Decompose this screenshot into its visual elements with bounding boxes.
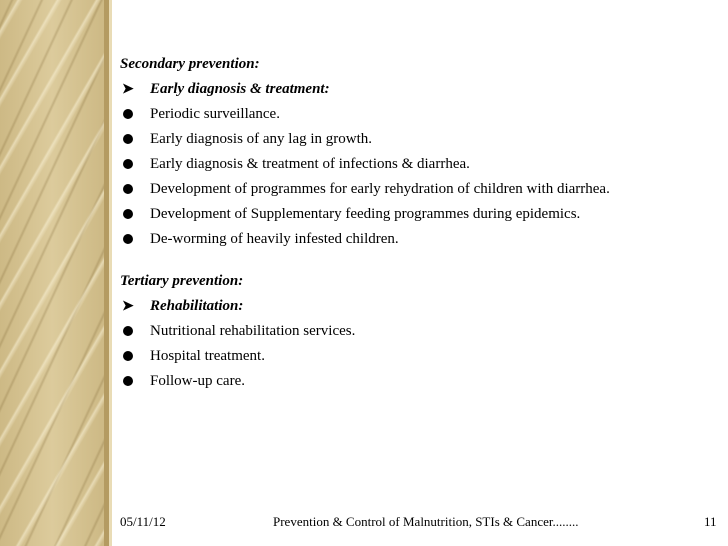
arrow-bullet-icon: ➤ bbox=[122, 299, 134, 314]
list-item bbox=[120, 346, 720, 366]
bullet-dot-icon bbox=[123, 109, 133, 119]
page-number: 11 bbox=[704, 514, 717, 529]
list-item bbox=[120, 104, 720, 124]
bullet-dot-icon bbox=[123, 134, 133, 144]
list-item-text: Development of programmes for early rehydration of children with diarrhea. bbox=[150, 181, 610, 197]
list-item bbox=[120, 179, 720, 199]
bullet-dot-icon bbox=[123, 234, 133, 244]
arrow-bullet-icon: ➤ bbox=[122, 82, 134, 97]
tertiary-subheading bbox=[120, 296, 720, 316]
bullet-dot-icon bbox=[123, 351, 133, 361]
list-item bbox=[120, 321, 720, 341]
list-item bbox=[120, 229, 720, 249]
list-item-text: Follow-up care. bbox=[150, 373, 245, 389]
secondary-subheading bbox=[120, 79, 720, 99]
list-item-text: Early diagnosis of any lag in growth. bbox=[150, 131, 373, 147]
panel-highlight bbox=[109, 0, 112, 546]
list-item bbox=[120, 129, 720, 149]
bullet-dot-icon bbox=[123, 326, 133, 336]
secondary-list bbox=[120, 79, 720, 249]
slide-body bbox=[120, 54, 720, 391]
tertiary-heading: Tertiary prevention: bbox=[120, 273, 244, 289]
list-item bbox=[120, 371, 720, 391]
list-item-text: Nutritional rehabilitation services. bbox=[150, 323, 356, 339]
wood-panel bbox=[0, 0, 104, 546]
bullet-dot-icon bbox=[123, 159, 133, 169]
secondary-heading: Secondary prevention: bbox=[120, 56, 260, 72]
list-item-text: Hospital treatment. bbox=[150, 348, 265, 364]
bullet-dot-icon bbox=[123, 184, 133, 194]
list-item-text: Development of Supplementary feeding programmes during epidemics. bbox=[150, 206, 581, 222]
bullet-dot-icon bbox=[123, 376, 133, 386]
list-item bbox=[120, 154, 720, 174]
section-gap bbox=[120, 249, 720, 271]
list-item-text: De-worming of heavily infested children. bbox=[150, 231, 399, 247]
list-item bbox=[120, 204, 720, 224]
list-item-text: Periodic surveillance. bbox=[150, 106, 280, 122]
list-item-text: Early diagnosis & treatment of infections & diarrhea. bbox=[150, 156, 470, 172]
footer-date: 05/11/12 bbox=[120, 514, 166, 529]
tertiary-subheading-text: Rehabilitation: bbox=[150, 298, 244, 314]
bullet-dot-icon bbox=[123, 209, 133, 219]
footer-title: Prevention & Control of Malnutrition, STIs & Cancer........ bbox=[273, 514, 579, 529]
secondary-subheading-text: Early diagnosis & treatment: bbox=[150, 81, 330, 97]
tertiary-list bbox=[120, 296, 720, 391]
